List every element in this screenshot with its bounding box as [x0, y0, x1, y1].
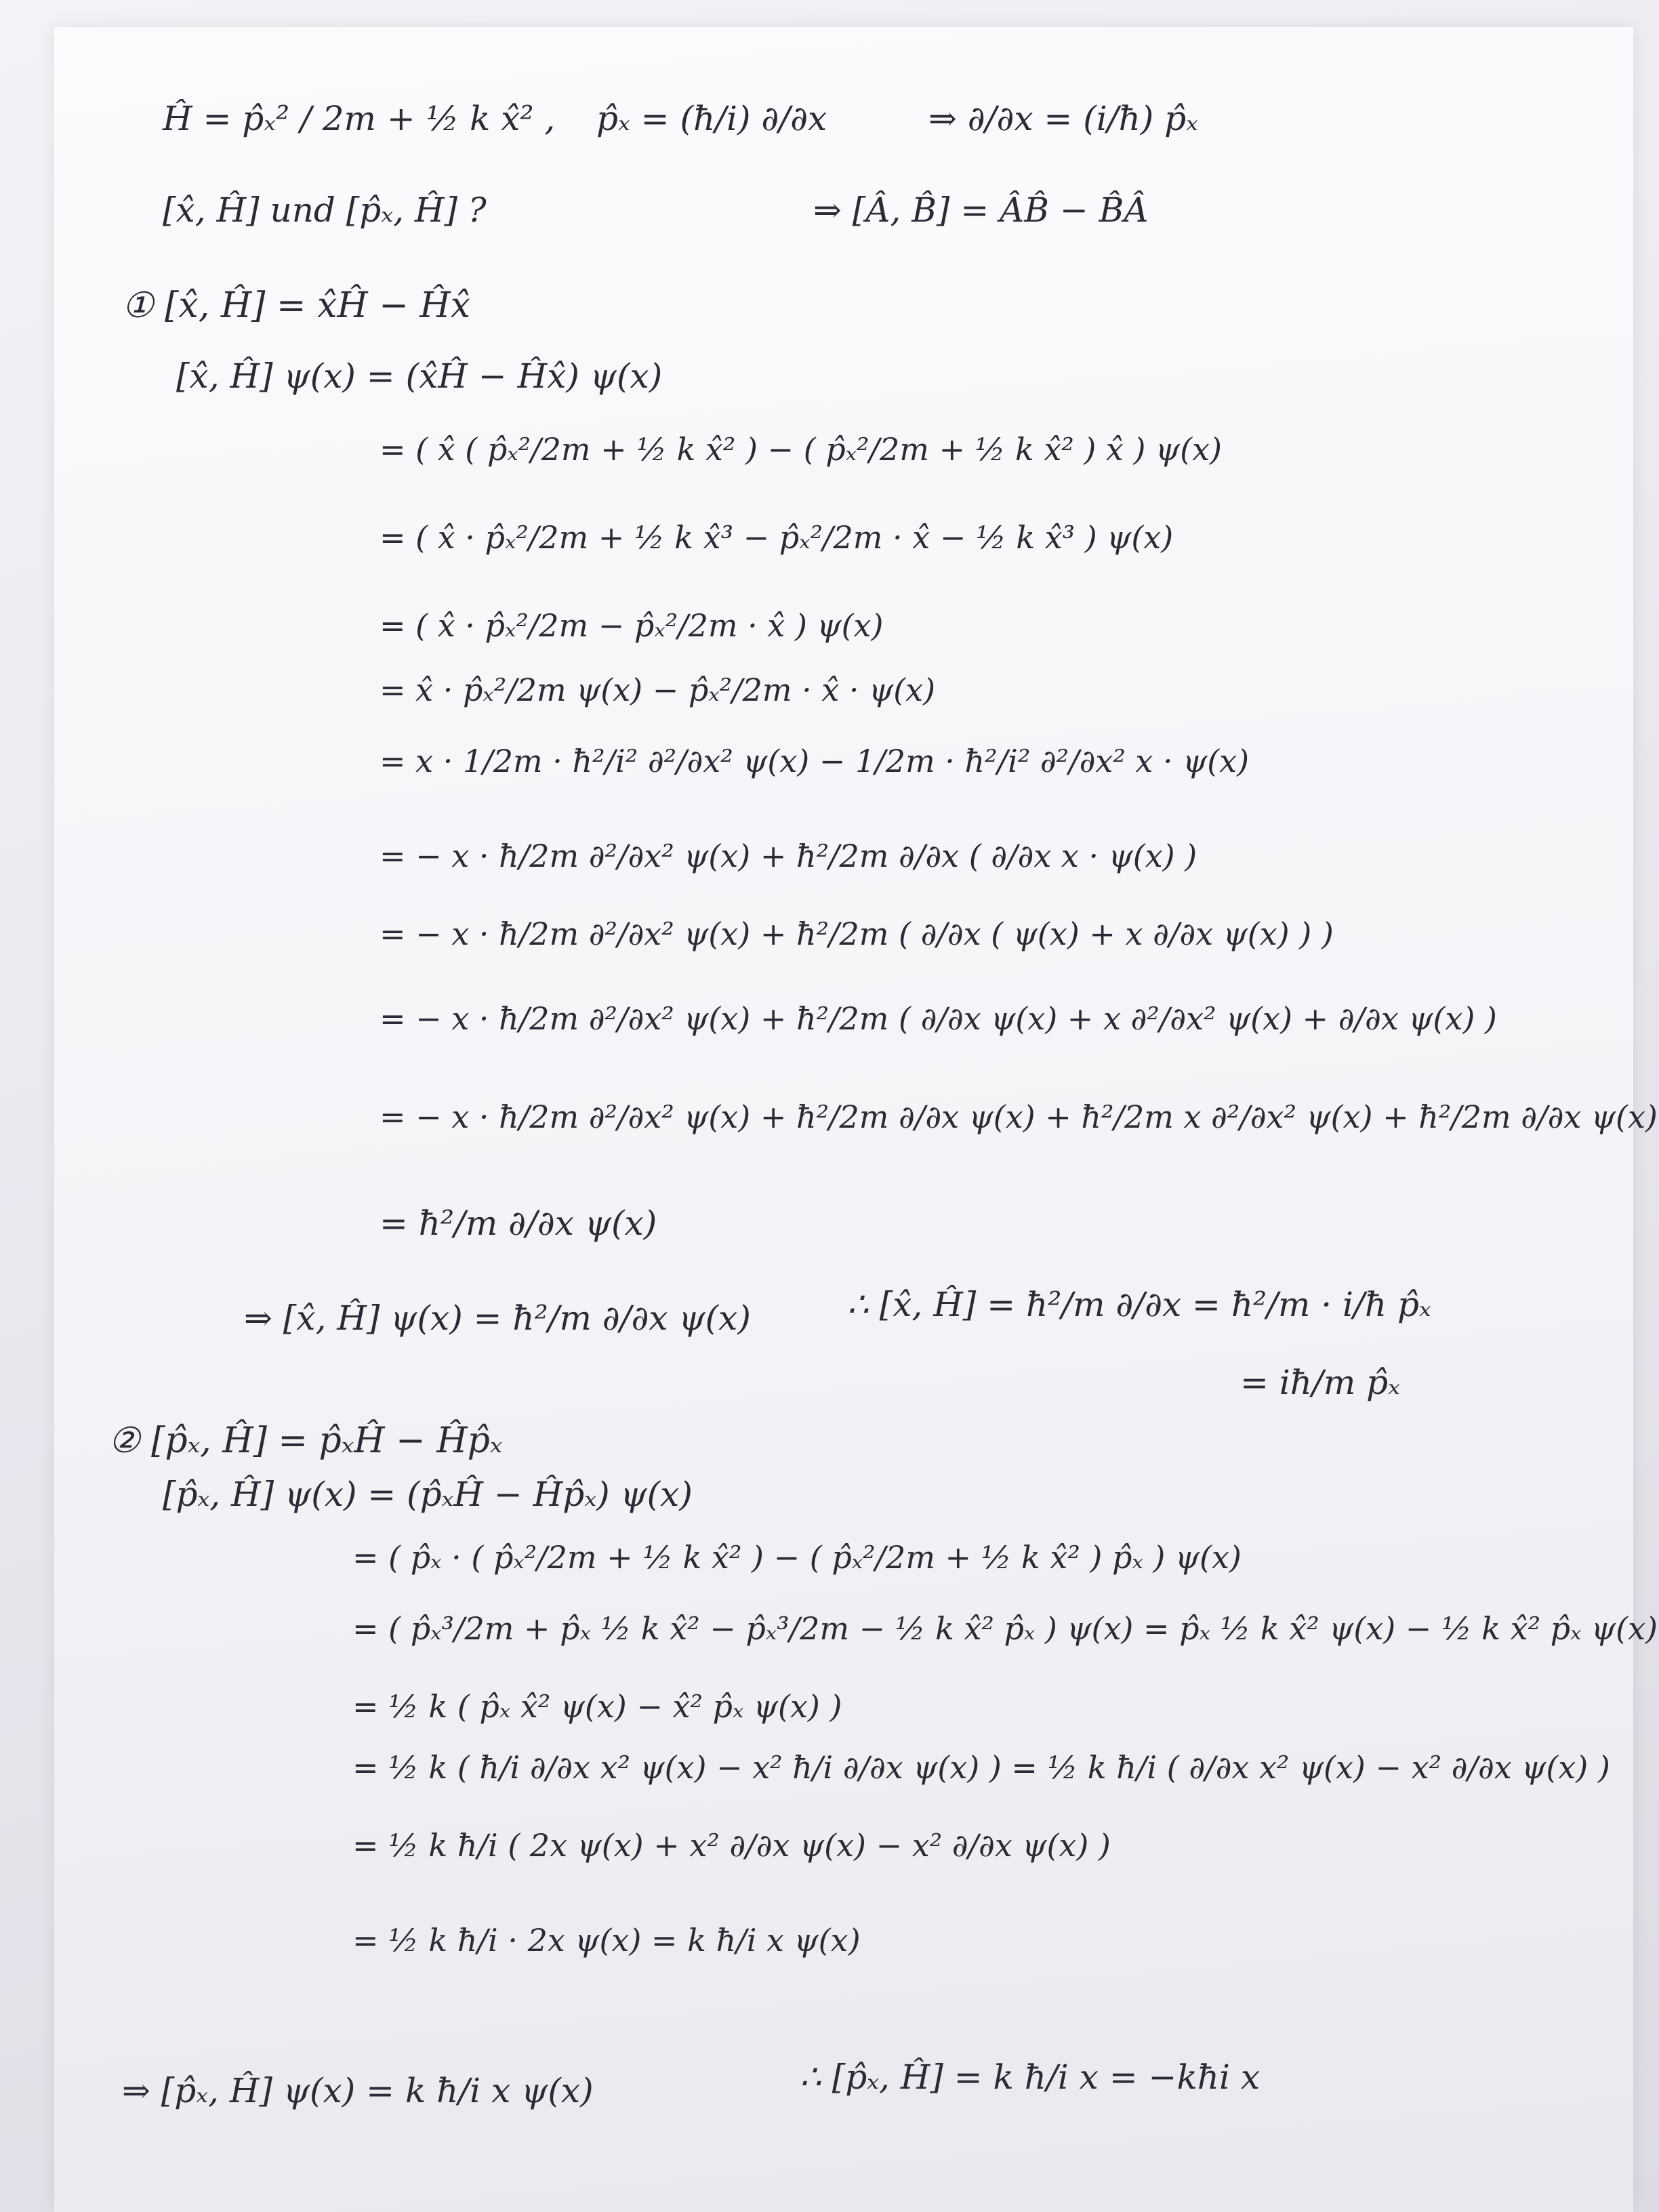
- part1-step-1: [x̂, Ĥ] ψ(x) = (x̂Ĥ − Ĥx̂) ψ(x): [176, 356, 663, 396]
- part2-step-2: = ( p̂ₓ · ( p̂ₓ²/2m + ½ k x̂² ) − ( p̂ₓ²/2m + ½ k x̂² ) p̂ₓ ) ψ(x): [352, 1539, 1242, 1576]
- part2-step-1: [p̂ₓ, Ĥ] ψ(x) = (p̂ₓĤ − Ĥp̂ₓ) ψ(x): [163, 1475, 693, 1514]
- part1-step-9: = − x · ħ/2m ∂²/∂x² ψ(x) + ħ²/2m ( ∂/∂x ψ(x) + x ∂²/∂x² ψ(x) + ∂/∂x ψ(x) ): [380, 1000, 1497, 1037]
- commutator-definition: ⇒ [Â, B̂] = ÂB̂ − B̂Â: [813, 190, 1149, 230]
- part1-final: = iħ/m p̂ₓ: [1240, 1363, 1400, 1402]
- momentum-operator: p̂ₓ = (ħ/i) ∂/∂x: [596, 99, 827, 138]
- part2-result: ⇒ [p̂ₓ, Ĥ] ψ(x) = k ħ/i x ψ(x): [122, 2071, 594, 2110]
- part1-step-5: = x̂ · p̂ₓ²/2m ψ(x) − p̂ₓ²/2m · x̂ · ψ(x): [380, 672, 936, 708]
- question-line: [x̂, Ĥ] und [p̂ₓ, Ĥ] ?: [163, 190, 487, 230]
- part2-title: ② [p̂ₓ, Ĥ] = p̂ₓĤ − Ĥp̂ₓ: [108, 1420, 503, 1461]
- part2-step-4: = ½ k ( p̂ₓ x̂² ψ(x) − x̂² p̂ₓ ψ(x) ): [352, 1688, 842, 1725]
- part1-step-11: = ħ²/m ∂/∂x ψ(x): [380, 1204, 657, 1243]
- part1-step-6: = x · 1/2m · ħ²/i² ∂²/∂x² ψ(x) − 1/2m · ħ²/i² ∂²/∂x² x · ψ(x): [380, 743, 1250, 779]
- part2-step-5: = ½ k ( ħ/i ∂/∂x x² ψ(x) − x² ħ/i ∂/∂x ψ(x) ) = ½ k ħ/i ( ∂/∂x x² ψ(x) − x² ∂/∂x ψ(x) ): [352, 1749, 1610, 1786]
- derivative-identity: ⇒ ∂/∂x = (i/ħ) p̂ₓ: [928, 99, 1198, 138]
- part2-step-7: = ½ k ħ/i · 2x ψ(x) = k ħ/i x ψ(x): [352, 1922, 861, 1959]
- part1-step-7: = − x · ħ/2m ∂²/∂x² ψ(x) + ħ²/2m ∂/∂x ( ∂/∂x x · ψ(x) ): [380, 838, 1197, 874]
- part1-conclusion: ∴ [x̂, Ĥ] = ħ²/m ∂/∂x = ħ²/m · i/ħ p̂ₓ: [847, 1285, 1431, 1324]
- part1-step-3: = ( x̂ · p̂ₓ²/2m + ½ k x̂³ − p̂ₓ²/2m · x̂ − ½ k x̂³ ) ψ(x): [380, 519, 1174, 556]
- part2-step-3: = ( p̂ₓ³/2m + p̂ₓ ½ k x̂² − p̂ₓ³/2m − ½ k x̂² p̂ₓ ) ψ(x) = p̂ₓ ½ k x̂² ψ(x) − ½ k x̂² p̂ₓ ψ(x): [352, 1610, 1658, 1647]
- part2-step-6: = ½ k ħ/i ( 2x ψ(x) + x² ∂/∂x ψ(x) − x² ∂/∂x ψ(x) ): [352, 1827, 1111, 1864]
- part1-title: ① [x̂, Ĥ] = x̂Ĥ − Ĥx̂: [122, 285, 471, 326]
- part1-step-8: = − x · ħ/2m ∂²/∂x² ψ(x) + ħ²/2m ( ∂/∂x ( ψ(x) + x ∂/∂x ψ(x) ) ): [380, 916, 1334, 952]
- hamiltonian-definition: Ĥ = p̂ₓ² / 2m + ½ k x̂² ,: [163, 99, 556, 138]
- paper-sheet: [54, 27, 1658, 2212]
- part1-result: ⇒ [x̂, Ĥ] ψ(x) = ħ²/m ∂/∂x ψ(x): [244, 1298, 751, 1338]
- part1-step-4: = ( x̂ · p̂ₓ²/2m − p̂ₓ²/2m · x̂ ) ψ(x): [380, 607, 884, 644]
- part1-step-10: = − x · ħ/2m ∂²/∂x² ψ(x) + ħ²/2m ∂/∂x ψ(x) + ħ²/2m x ∂²/∂x² ψ(x) + ħ²/2m ∂/∂x ψ(x): [380, 1099, 1658, 1135]
- part2-conclusion: ∴ [p̂ₓ, Ĥ] = k ħ/i x = −kħi x: [800, 2057, 1261, 2097]
- part1-step-2: = ( x̂ ( p̂ₓ²/2m + ½ k x̂² ) − ( p̂ₓ²/2m + ½ k x̂² ) x̂ ) ψ(x): [380, 431, 1222, 468]
